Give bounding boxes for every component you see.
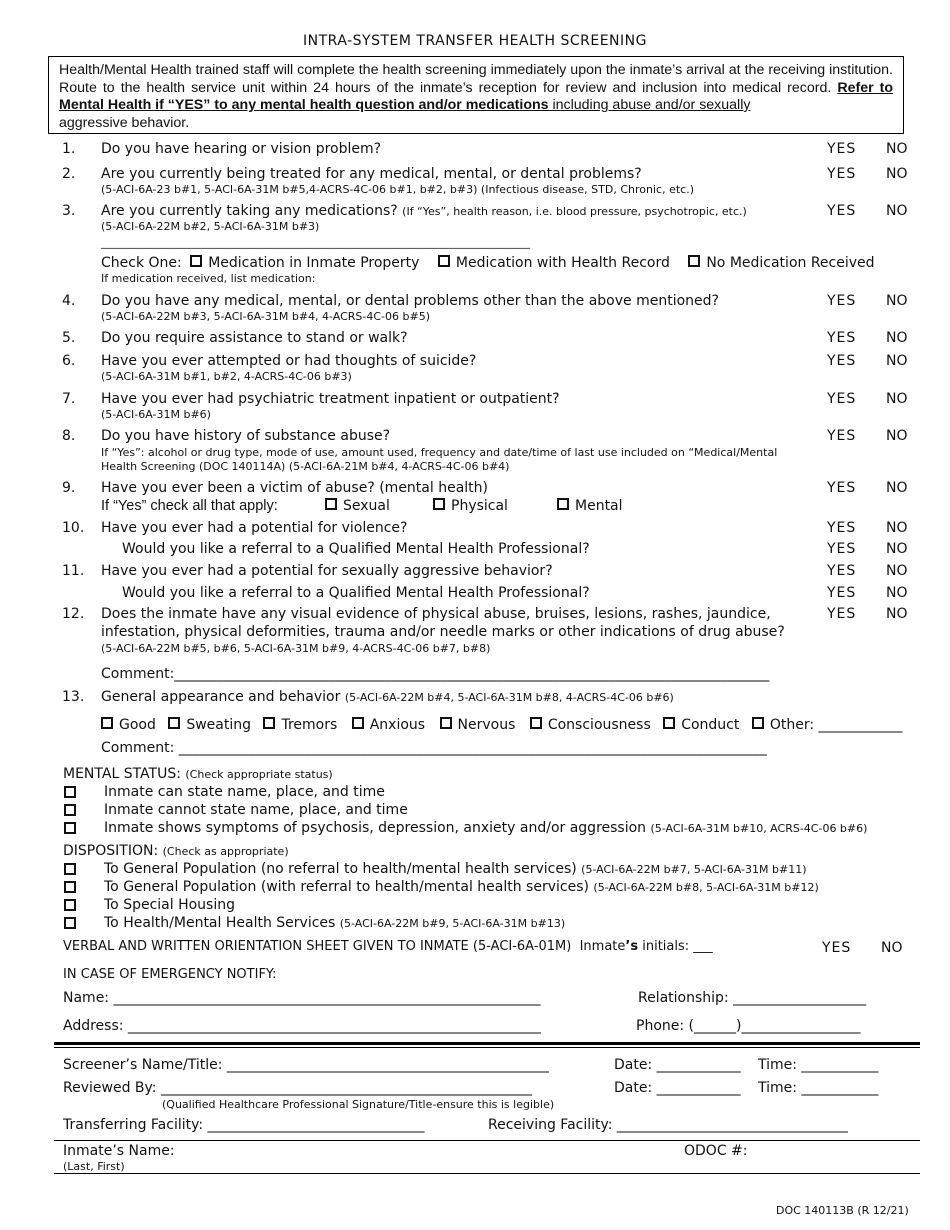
disposition-note: (Check as appropriate) [162,845,289,858]
q10-referral-no[interactable]: NO [886,541,908,557]
divider-thin [54,1047,920,1048]
q11-referral-text: Would you like a referral to a Qualified Mental Health Professional? [122,585,590,601]
q12-comment-field[interactable]: Comment:_____________________________________________________________________________________ [101,666,770,682]
q9-text: Have you ever been a victim of abuse? (mental health) [101,480,488,496]
intro-bold: Refer to Mental Health if “YES” to any mental health question and/or medications [59,79,893,113]
reviewed-date-field[interactable]: Date: ____________ [614,1080,741,1096]
q3-list-note: If medication received, list medication: [101,272,316,285]
q8-note-1: If “Yes”: alcohol or drug type, mode of use, amount used, frequency and date/time of last use included on “Medical/Mental [101,446,778,459]
orientation-no[interactable]: NO [881,940,903,956]
q12-number: 12. [62,606,85,622]
q12-no[interactable]: NO [886,606,908,622]
q8-yes[interactable]: YES [827,428,857,444]
q11-yes[interactable]: YES [827,563,857,579]
q8-number: 8. [62,428,76,444]
orientation-sheet-statement [63,939,713,954]
q10-referral-yes[interactable]: YES [827,541,857,557]
q4-text: Do you have any medical, mental, or dental problems other than the above mentioned? [101,293,719,309]
emergency-relationship-field[interactable]: Relationship: ___________________ [638,990,867,1006]
q11-text: Have you ever had a potential for sexually aggressive behavior? [101,563,553,579]
q2-reference: (5-ACI-6A-23 b#1, 5-ACI-6A-31M b#5,4-ACRS-4C-06 b#1, b#2, b#3) (Infectious disease, STD, Chronic, etc.) [101,183,694,196]
q4-no[interactable]: NO [886,293,908,309]
disposition-checkbox-3[interactable] [64,899,76,911]
mental-status-note: (Check appropriate status) [185,768,333,781]
divider-thick [54,1042,920,1045]
q3-number: 3. [62,203,76,219]
disposition-option-4-text: To Health/Mental Health Services [104,915,336,931]
checkbox[interactable] [557,498,569,510]
q6-number: 6. [62,353,76,369]
form-title: INTRA-SYSTEM TRANSFER HEALTH SCREENING [303,33,647,49]
q9-check-label: If “Yes” check all that apply: [101,498,278,514]
emergency-heading: IN CASE OF EMERGENCY NOTIFY: [63,967,277,982]
mental-status-option-3-text: Inmate shows symptoms of psychosis, depression, anxiety and/or aggression [104,820,647,836]
q10-no[interactable]: NO [886,520,908,536]
intro-text-2: including abuse and/or sexually [548,97,751,113]
inmate-name-label: Inmate’s Name: [63,1143,175,1159]
mental-status-title: MENTAL STATUS: [63,766,181,782]
option-medication-health-record: Medication with Health Record [455,255,670,271]
q13-number: 13. [62,689,85,705]
emergency-name-field[interactable]: Name: _____________________________________________________________ [63,990,541,1006]
disposition-title: DISPOSITION: [63,843,159,859]
option-good: Good [119,717,156,733]
q3-note: (If “Yes”, health reason, i.e. blood pressure, psychotropic, etc.) [402,205,747,218]
mental-status-checkbox-2[interactable] [64,804,76,816]
q11-referral-yes[interactable]: YES [827,585,857,601]
disposition-option-3: To Special Housing [104,897,235,913]
q5-text: Do you require assistance to stand or walk? [101,330,408,346]
q1-text: Do you have hearing or vision problem? [101,141,382,157]
q9-option-mental[interactable] [557,498,623,514]
checkbox[interactable] [168,717,180,729]
divider-inmate-bottom [54,1173,920,1174]
instructions-box [48,56,904,134]
mental-status-checkbox-1[interactable] [64,786,76,798]
disposition-option-1-text: To General Population (no referral to health/mental health services) [104,861,577,877]
check-one-label: Check One: [101,255,182,271]
option-consciousness: Consciousness [547,717,651,733]
q9-option-sexual[interactable] [325,498,390,514]
q12-text-1: Does the inmate have any visual evidence of physical abuse, bruises, lesions, rashes, jaundice, [101,606,771,622]
disposition-option-2-text: To General Population (with referral to health/mental health services) [104,879,589,895]
q12-text-2: infestation, physical deformities, trauma and/or needle marks or other indications of drug abuse? [101,624,785,640]
q2-yes[interactable]: YES [827,166,857,182]
emergency-address-field[interactable]: Address: ___________________________________________________________ [63,1018,541,1034]
receiving-facility-field[interactable]: Receiving Facility: _________________________________ [488,1117,848,1133]
checkbox[interactable] [433,498,445,510]
disposition-option-2-ref: (5-ACI-6A-22M b#8, 5-ACI-6A-31M b#12) [593,881,819,894]
q10-text: Have you ever had a potential for violence? [101,520,408,536]
disposition-option-4-ref: (5-ACI-6A-22M b#9, 5-ACI-6A-31M b#13) [339,917,566,930]
odoc-number-label: ODOC #: [684,1143,748,1159]
q6-reference: (5-ACI-6A-31M b#1, b#2, 4-ACRS-4C-06 b#3) [101,370,352,383]
q2-text: Are you currently being treated for any medical, mental, or dental problems? [101,166,642,182]
option-no-medication: No Medication Received [706,255,875,271]
q7-number: 7. [62,391,76,407]
q13-comment-field[interactable]: Comment: ____________________________________________________________________________________ [101,740,767,756]
q9-number: 9. [62,480,76,496]
q10-number: 10. [62,520,85,536]
q11-number: 11. [62,563,85,579]
option-label: Sexual [343,498,390,514]
option-anxious: Anxious [369,717,426,733]
q9-no[interactable]: NO [886,480,908,496]
q11-no[interactable]: NO [886,563,908,579]
emergency-phone-field[interactable]: Phone: (______)_________________ [636,1018,861,1034]
orientation-yes[interactable]: YES [822,940,852,956]
option-sweating: Sweating [186,717,251,733]
q4-number: 4. [62,293,76,309]
q10-referral-text: Would you like a referral to a Qualified Mental Health Professional? [122,541,590,557]
q7-reference: (5-ACI-6A-31M b#6) [101,408,211,421]
q13-reference: (5-ACI-6A-22M b#4, 5-ACI-6A-31M b#8, 4-ACRS-4C-06 b#6) [344,691,674,704]
disposition-checkbox-4[interactable] [64,917,76,929]
option-nervous: Nervous [457,717,516,733]
option-label: Mental [575,498,623,514]
disposition-option-2 [104,879,819,895]
screener-time-field[interactable]: Time: ___________ [758,1057,879,1073]
q13-text: General appearance and behavior [101,689,341,705]
q2-number: 2. [62,166,76,182]
q11-referral-no[interactable]: NO [886,585,908,601]
checkbox[interactable] [752,717,764,729]
q2-no[interactable]: NO [886,166,908,182]
q12-yes[interactable]: YES [827,606,857,622]
screener-name-field[interactable]: Screener’s Name/Title: ______________________________________________ [63,1057,549,1073]
divider-inmate-top [54,1140,920,1141]
transferring-facility-field[interactable]: Transferring Facility: _______________________________ [63,1117,425,1133]
initials-apostrophe: ’s [625,939,639,954]
disposition-checkbox-1[interactable] [64,863,76,875]
mental-status-option-1: Inmate can state name, place, and time [104,784,385,800]
q7-text: Have you ever had psychiatric treatment inpatient or outpatient? [101,391,560,407]
q4-yes[interactable]: YES [827,293,857,309]
option-conduct: Conduct [681,717,740,733]
checkbox[interactable] [325,498,337,510]
q7-yes[interactable]: YES [827,391,857,407]
checkbox[interactable] [352,717,364,729]
option-other[interactable]: Other: ____________ [769,717,903,733]
q8-text: Do you have history of substance abuse? [101,428,391,444]
q3-yes[interactable]: YES [827,203,857,219]
intro-text: Health/Mental Health trained staff will complete the health screening immediately upon the inmate’s arrival at the receiving institution. Route to the health service unit within 24 hours of the inmate’s reception for review and inclusion into medical record. [59,62,893,96]
q5-number: 5. [62,330,76,346]
reviewed-time-field[interactable]: Time: ___________ [758,1080,879,1096]
checkbox[interactable] [190,255,202,267]
checkbox[interactable] [663,717,675,729]
reviewed-by-note: (Qualified Healthcare Professional Signature/Title-ensure this is legible) [162,1098,555,1111]
checkbox[interactable] [101,717,113,729]
q5-yes[interactable]: YES [827,330,857,346]
checkbox[interactable] [263,717,275,729]
mental-status-option-3-ref: (5-ACI-6A-31M b#10, ACRS-4C-06 b#6) [650,822,868,835]
checkbox[interactable] [530,717,542,729]
q6-yes[interactable]: YES [827,353,857,369]
reviewed-by-field[interactable]: Reviewed By: _____________________________________________________ [63,1080,532,1096]
q3-no[interactable]: NO [886,203,908,219]
q13-options [101,717,903,733]
q9-yes[interactable]: YES [827,480,857,496]
q7-no[interactable]: NO [886,391,908,407]
mental-status-option-2: Inmate cannot state name, place, and time [104,802,408,818]
form-number: DOC 140113B (R 12/21) [776,1204,909,1217]
option-tremors: Tremors [281,717,338,733]
q4-reference: (5-ACI-6A-22M b#3, 5-ACI-6A-31M b#4, 4-ACRS-4C-06 b#5) [101,310,431,323]
q3-text: Are you currently taking any medications? [101,203,398,219]
disposition-option-1 [104,861,807,877]
q6-no[interactable]: NO [886,353,908,369]
checkbox[interactable] [440,717,452,729]
checkbox[interactable] [688,255,700,267]
q12-reference: (5-ACI-6A-22M b#5, b#6, 5-ACI-6A-31M b#9, 4-ACRS-4C-06 b#7, b#8) [101,642,491,655]
option-label: Physical [451,498,508,514]
initials-field[interactable]: initials: ___ [638,939,713,954]
inmate-name-subtitle: (Last, First) [63,1160,125,1173]
q5-no[interactable]: NO [886,330,908,346]
orientation-text: VERBAL AND WRITTEN ORIENTATION SHEET GIVEN TO INMATE (5-ACI-6A-01M) [63,939,572,954]
mental-status-heading [63,766,333,782]
q1-no[interactable]: NO [886,141,908,157]
q13-question [101,689,674,705]
mental-status-option-3 [104,820,867,836]
q10-yes[interactable]: YES [827,520,857,536]
disposition-option-1-ref: (5-ACI-6A-22M b#7, 5-ACI-6A-31M b#11) [581,863,807,876]
option-medication-property: Medication in Inmate Property [208,255,420,271]
q3-check-one [101,255,875,271]
q8-note-2: Health Screening (DOC 140114A) (5-ACI-6A-21M b#4, 4-ACRS-4C-06 b#4) [101,460,510,473]
q3-reference: (5-ACI-6A-22M b#2, 5-ACI-6A-31M b#3) [101,220,320,233]
q3-blank-line[interactable]: ______________________________________________________________________________ [101,236,530,249]
disposition-heading [63,843,289,859]
checkbox[interactable] [438,255,450,267]
q8-no[interactable]: NO [886,428,908,444]
q1-number: 1. [62,141,76,157]
initials-label: Inmate [579,939,626,954]
mental-status-checkbox-3[interactable] [64,822,76,834]
q6-text: Have you ever attempted or had thoughts of suicide? [101,353,477,369]
screener-date-field[interactable]: Date: ____________ [614,1057,741,1073]
intro-text-3: aggressive behavior. [59,114,190,131]
q1-yes[interactable]: YES [827,141,857,157]
q9-option-physical[interactable] [433,498,508,514]
q3-question [101,203,747,219]
disposition-checkbox-2[interactable] [64,881,76,893]
disposition-option-4 [104,915,565,931]
